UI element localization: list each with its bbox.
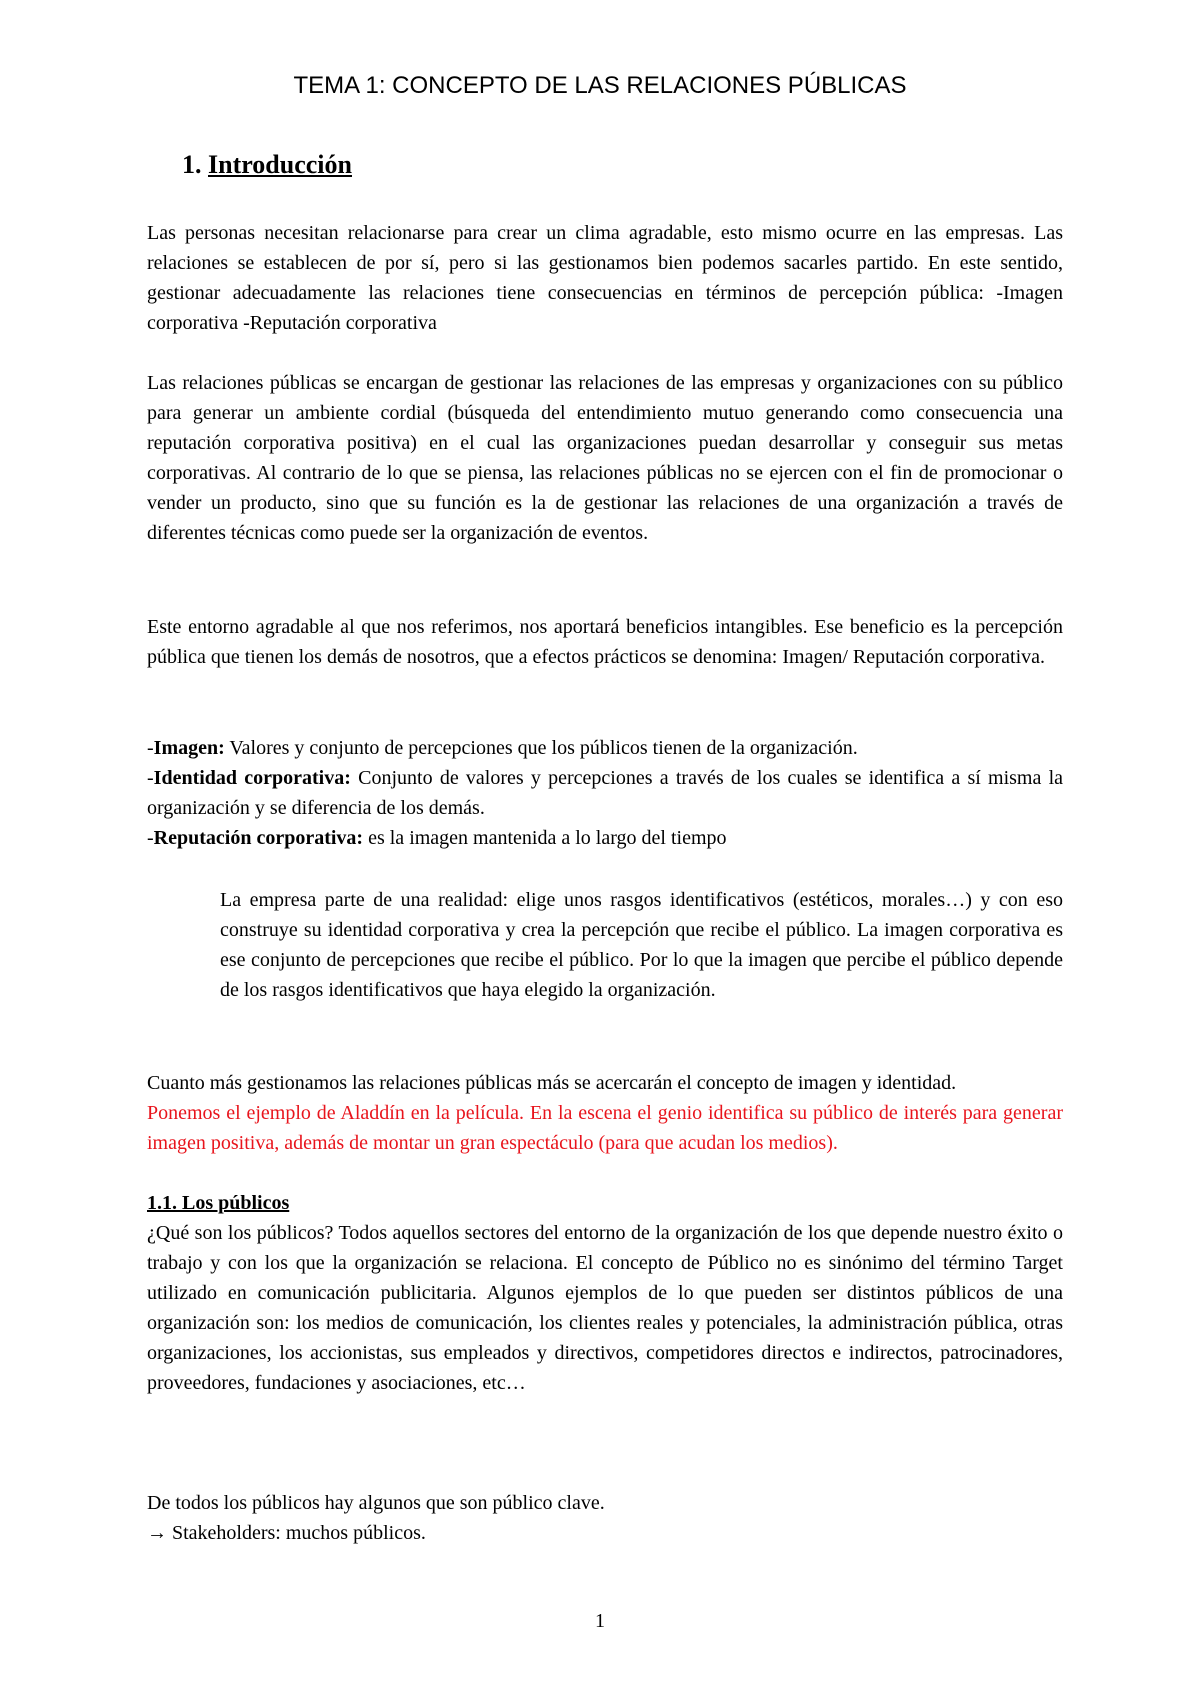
intro-paragraph-1: Las personas necesitan relacionarse para crear un clima agradable, esto mismo ocurre en las empresas. Las relaciones se establecen de por sí, pero si las gestionamos bien podemos sacarles partido. En este sentido, gestionar adecuadamente las relaciones tiene consecuencias en términos de percepción pública: -Imagen corporativa -Reputación corporativa: [147, 222, 1063, 334]
example-text: Ponemos el ejemplo de Aladdín en la película. En la escena el genio identifica su público de interés para generar imagen positiva, además de montar un gran espectáculo (para que acudan los medios).: [147, 1102, 1063, 1154]
definition-imagen: -Imagen: Valores y conjunto de percepciones que los públicos tienen de la organización.: [147, 737, 858, 759]
definition-identidad: -Identidad corporativa: Conjunto de valores y percepciones a través de los cuales se identifica a sí misma la organización y se diferencia de los demás.: [147, 767, 1063, 819]
section-number: 1.: [182, 150, 202, 179]
section-title: Introducción: [208, 150, 352, 179]
intro-paragraph-3: Este entorno agradable al que nos referimos, nos aportará beneficios intangibles. Ese beneficio es la percepción pública que tienen los demás de nosotros, que a efectos prácticos se denomina: Imagen/ Reputación corporativa.: [147, 616, 1063, 668]
definition-reputacion: -Reputación corporativa: es la imagen mantenida a lo largo del tiempo: [147, 827, 727, 849]
subsection-publicos: [147, 1188, 1063, 1398]
document-title: TEMA 1: CONCEPTO DE LAS RELACIONES PÚBLICAS: [293, 72, 907, 99]
definition-term: Reputación corporativa:: [153, 827, 364, 849]
definition-term: Imagen:: [153, 737, 225, 759]
definition-term: Identidad corporativa:: [153, 767, 351, 789]
conclusion-block: [147, 1068, 1063, 1158]
definitions-list: [147, 733, 1063, 853]
closing-line-1: De todos los públicos hay algunos que son público clave.: [147, 1492, 605, 1514]
conclusion-text: Cuanto más gestionamos las relaciones públicas más se acercarán el concepto de imagen y identidad.: [147, 1072, 957, 1094]
definition-text: es la imagen mantenida a lo largo del tiempo: [363, 827, 727, 849]
indented-quote: La empresa parte de una realidad: elige unos rasgos identificativos (estéticos, morales…) y con eso construye su identidad corporativa y crea la percepción que recibe el público. La imagen corporativa es ese conjunto de percepciones que recibe el público. Por lo que la imagen que percibe el público depende de los rasgos identificativos que haya elegido la organización.: [220, 889, 1063, 1001]
page-number: 1: [595, 1610, 605, 1632]
intro-paragraph-2: Las relaciones públicas se encargan de gestionar las relaciones de las empresas y organizaciones con su público para generar un ambiente cordial (búsqueda del entendimiento mutuo generando como consecuencia una reputación corporativa positiva) en el cual las organizaciones puedan desarrollar y conseguir sus metas corporativas. Al contrario de lo que se piensa, las relaciones públicas no se ejercen con el fin de promocionar o vender un producto, sino que su función es la de gestionar las relaciones de una organización a través de diferentes técnicas como puede ser la organización de eventos.: [147, 372, 1063, 544]
subsection-heading: 1.1. Los públicos: [147, 1192, 290, 1214]
subsection-text: ¿Qué son los públicos? Todos aquellos sectores del entorno de la organización de los que depende nuestro éxito o trabajo y con los que la organización se relaciona. El concepto de Público no es sinónimo del término Target utilizado en comunicación publicitaria. Algunos ejemplos de lo que pueden ser distintos públicos de una organización son: los medios de comunicación, los clientes reales y potenciales, la administración pública, otras organizaciones, los accionistas, sus empleados y directivos, competidores directos e indirectos, patrocinadores, proveedores, fundaciones y asociaciones, etc…: [147, 1222, 1063, 1394]
definition-text: Valores y conjunto de percepciones que los públicos tienen de la organización.: [224, 737, 858, 759]
closing-block: [147, 1488, 1063, 1548]
definition-text: Conjunto de valores y percepciones a través de los cuales se identifica a sí misma la organización y se diferencia de los demás.: [147, 767, 1063, 819]
section-heading: [182, 148, 352, 182]
closing-line-2: → Stakeholders: muchos públicos.: [147, 1522, 426, 1544]
